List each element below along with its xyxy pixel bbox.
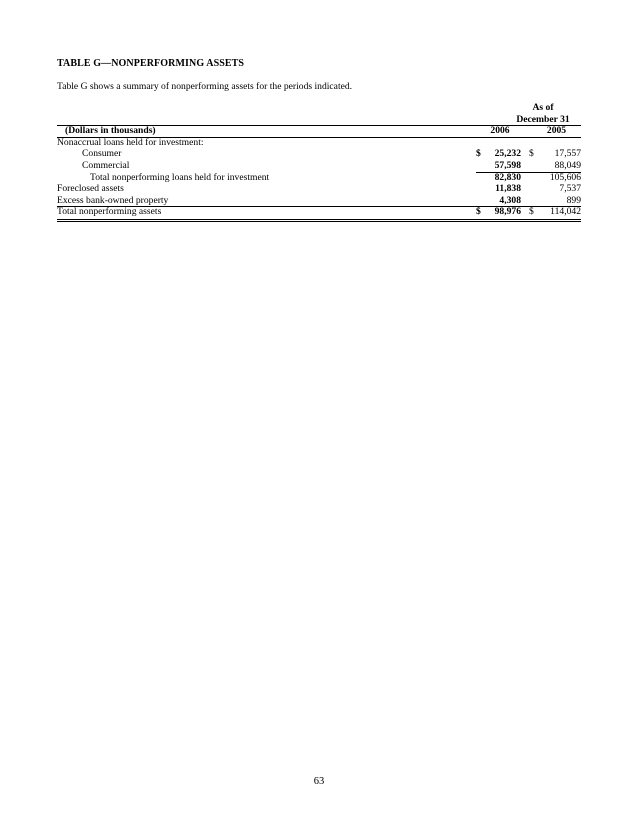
table-row <box>57 172 581 184</box>
table-row <box>57 137 581 149</box>
value-2005: 114,042 <box>550 206 581 218</box>
table-row <box>57 206 581 218</box>
row-label: Nonaccrual loans held for investment: <box>57 136 204 148</box>
nonperforming-assets-table <box>57 102 581 218</box>
header-year-2005: 2005 <box>546 125 567 137</box>
row-label: Consumer <box>82 148 122 160</box>
intro-paragraph: Table G shows a summary of nonperforming assets for the periods indicated. <box>57 81 353 92</box>
header-period: December 31 <box>516 113 570 125</box>
currency-2005: $ <box>529 206 534 218</box>
value-2006: 57,598 <box>494 159 521 171</box>
value-2005: 105,606 <box>549 171 581 183</box>
header-row-period <box>57 114 581 126</box>
table-row <box>57 148 581 160</box>
row-label: Total nonperforming loans held for investment <box>90 171 270 183</box>
value-2006: 4,308 <box>499 194 521 206</box>
value-2005: 899 <box>566 194 581 206</box>
total-double-rule-1 <box>57 219 581 220</box>
row-label: Foreclosed assets <box>57 183 124 195</box>
row-label: Commercial <box>82 159 130 171</box>
table-row <box>57 195 581 207</box>
header-units: (Dollars in thousands) <box>65 125 156 137</box>
header-row-as-of <box>57 102 581 114</box>
currency-2006: $ <box>476 206 481 218</box>
header-year-2006: 2006 <box>490 125 510 137</box>
value-2005: 88,049 <box>554 159 581 171</box>
table-row <box>57 160 581 172</box>
value-2006: 25,232 <box>494 148 521 160</box>
table-row <box>57 183 581 195</box>
header-as-of: As of <box>532 102 554 113</box>
value-2005: 17,557 <box>554 148 581 160</box>
currency-2005: $ <box>529 148 534 160</box>
row-label: Excess bank-owned property <box>57 194 169 206</box>
page-number: 63 <box>313 776 325 787</box>
currency-2006: $ <box>476 148 481 160</box>
row-label: Total nonperforming assets <box>57 206 162 218</box>
value-2006: 98,976 <box>494 206 521 218</box>
page-title: TABLE G—NONPERFORMING ASSETS <box>57 58 245 69</box>
value-2005: 7,537 <box>559 183 581 195</box>
value-2006: 82,830 <box>494 171 521 183</box>
total-double-rule-2 <box>57 221 581 222</box>
value-2006: 11,838 <box>495 183 521 195</box>
header-row-columns <box>57 125 581 137</box>
